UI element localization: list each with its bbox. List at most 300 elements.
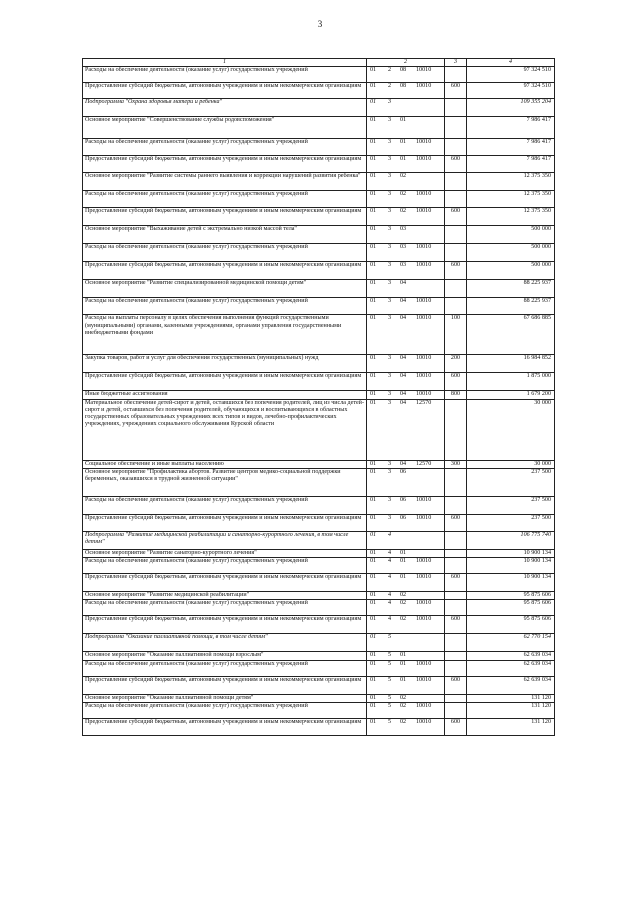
row-code	[367, 191, 445, 208]
row-expense-type: 600	[445, 514, 467, 531]
code-direction: 10010	[416, 355, 432, 362]
header-col-4: 4	[467, 59, 555, 67]
code-event: 01	[400, 156, 407, 163]
table-row	[83, 156, 555, 173]
code-subprogram: 4	[388, 600, 392, 607]
row-sum: 10 900 134	[467, 574, 555, 592]
code-program: 01	[370, 703, 377, 710]
table-row	[83, 531, 555, 549]
row-code	[367, 226, 445, 244]
code-direction: 10010	[416, 558, 432, 565]
code-subprogram: 3	[388, 298, 392, 305]
table-row	[83, 208, 555, 226]
code-event: 02	[400, 191, 407, 198]
code-program: 01	[370, 373, 377, 380]
code-event: 04	[400, 373, 407, 380]
table-row	[83, 373, 555, 391]
row-description: Расходы на обеспечение деятельности (оказание услуг) государственных учреждений	[83, 139, 367, 156]
row-sum: 237 500	[467, 514, 555, 531]
row-sum: 95 875 606	[467, 616, 555, 634]
table-row	[83, 496, 555, 514]
row-code	[367, 703, 445, 719]
row-expense-type	[445, 468, 467, 496]
row-sum: 97 324 510	[467, 67, 555, 83]
code-subprogram: 3	[388, 262, 392, 269]
row-expense-type: 800	[445, 391, 467, 399]
row-expense-type	[445, 139, 467, 156]
row-description: Основное мероприятие "Оказание паллиативной помощи взрослым"	[83, 652, 367, 660]
table-body	[83, 67, 555, 736]
row-code	[367, 391, 445, 399]
code-subprogram: 3	[388, 156, 392, 163]
code-program: 01	[370, 99, 377, 106]
table-row	[83, 600, 555, 616]
row-code	[367, 67, 445, 83]
table-row	[83, 592, 555, 600]
code-event: 01	[400, 574, 407, 581]
row-code	[367, 355, 445, 373]
code-event: 04	[400, 399, 407, 406]
code-direction: 10010	[416, 514, 432, 521]
row-description: Основное мероприятие "Выхаживание детей с экстремально низкой массой тела"	[83, 226, 367, 244]
row-sum: 88 225 937	[467, 280, 555, 298]
code-direction	[415, 117, 442, 124]
code-event: 04	[400, 280, 407, 287]
row-description: Расходы на обеспечение деятельности (оказание услуг) государственных учреждений	[83, 660, 367, 676]
row-code	[367, 173, 445, 191]
code-subprogram: 3	[388, 315, 392, 322]
row-sum: 97 324 510	[467, 83, 555, 99]
row-sum: 30 000	[467, 460, 555, 468]
row-sum: 7 986 417	[467, 117, 555, 139]
code-direction: 10010	[416, 496, 432, 503]
code-program: 01	[370, 460, 377, 467]
row-expense-type	[445, 298, 467, 315]
table-row	[83, 173, 555, 191]
code-subprogram: 4	[388, 574, 392, 581]
row-description: Основное мероприятие "Оказание паллиативной помощи детям"	[83, 694, 367, 702]
row-sum: 88 225 937	[467, 298, 555, 315]
table-header	[83, 59, 555, 67]
code-subprogram: 3	[388, 460, 392, 467]
row-description: Основное мероприятие "Развитие специализированной медицинской помощи детям"	[83, 280, 367, 298]
code-subprogram: 3	[388, 208, 392, 215]
table-row	[83, 558, 555, 574]
row-expense-type: 600	[445, 719, 467, 736]
row-code	[367, 496, 445, 514]
code-direction: 10010	[416, 600, 432, 607]
row-expense-type: 600	[445, 156, 467, 173]
budget-table	[82, 58, 555, 736]
row-sum: 131 120	[467, 719, 555, 736]
row-expense-type: 100	[445, 315, 467, 355]
row-code	[367, 156, 445, 173]
table-row	[83, 460, 555, 468]
row-description: Подпрограмма "Развитие медицинской реабилитации и санаторно-курортного лечения, в том числе детям"	[83, 531, 367, 549]
code-event: 02	[400, 703, 407, 710]
row-expense-type	[445, 549, 467, 557]
row-code	[367, 616, 445, 634]
code-event	[399, 532, 415, 539]
row-sum: 95 875 606	[467, 600, 555, 616]
code-direction: 10010	[416, 67, 432, 74]
code-program: 01	[370, 574, 377, 581]
row-sum: 12 375 350	[467, 191, 555, 208]
row-sum: 95 875 606	[467, 592, 555, 600]
code-program: 01	[370, 660, 377, 667]
table-row	[83, 226, 555, 244]
code-program: 01	[370, 355, 377, 362]
code-event: 03	[400, 244, 407, 251]
row-sum: 62 639 034	[467, 676, 555, 694]
table-row	[83, 67, 555, 83]
code-subprogram: 5	[388, 660, 392, 667]
code-event: 02	[400, 173, 407, 180]
code-event: 01	[400, 549, 407, 556]
code-subprogram: 5	[388, 719, 392, 726]
row-description: Предоставление субсидий бюджетным, автономным учреждениям и иным некоммерческим организациям	[83, 616, 367, 634]
row-expense-type: 600	[445, 574, 467, 592]
code-event: 03	[400, 226, 407, 233]
code-program: 01	[370, 676, 377, 683]
code-event: 02	[400, 719, 407, 726]
code-direction: 10010	[416, 298, 432, 305]
code-event: 04	[400, 315, 407, 322]
code-direction: 10010	[416, 719, 432, 726]
row-description: Материальное обеспечение детей-сирот и детей, оставшихся без попечения родителей, лиц из числа детей-сирот и детей, оставшихся без попечения родителей, обучающихся и воспитывающихся в областных государственных образовательных учреждениях всех типов и видов, лечебно-профилактических учреждениях, учреждениях социального обслуживания Курской области	[83, 399, 367, 460]
row-sum: 237 500	[467, 468, 555, 496]
table-row	[83, 616, 555, 634]
code-program: 01	[370, 67, 377, 74]
code-direction: 10010	[416, 156, 432, 163]
code-direction	[415, 652, 442, 659]
code-event: 01	[400, 660, 407, 667]
code-direction: 10010	[416, 262, 432, 269]
code-subprogram: 4	[388, 549, 392, 556]
row-expense-type	[445, 660, 467, 676]
table-row	[83, 280, 555, 298]
row-code	[367, 315, 445, 355]
row-sum: 7 986 417	[467, 139, 555, 156]
row-description: Предоставление субсидий бюджетным, автономным учреждениям и иным некоммерческим организациям	[83, 719, 367, 736]
code-program: 01	[370, 391, 377, 398]
code-subprogram: 4	[388, 558, 392, 565]
row-expense-type	[445, 652, 467, 660]
code-subprogram: 3	[388, 496, 392, 503]
code-event: 02	[400, 208, 407, 215]
code-program: 01	[370, 208, 377, 215]
code-event: 02	[400, 592, 407, 599]
code-subprogram: 3	[388, 373, 392, 380]
code-direction	[415, 634, 442, 641]
row-code	[367, 660, 445, 676]
code-subprogram: 5	[388, 694, 392, 701]
row-expense-type: 600	[445, 262, 467, 280]
code-program: 01	[370, 616, 377, 623]
row-expense-type	[445, 117, 467, 139]
row-code	[367, 373, 445, 391]
row-expense-type	[445, 592, 467, 600]
code-program: 01	[370, 139, 377, 146]
table-row	[83, 514, 555, 531]
code-subprogram: 5	[388, 703, 392, 710]
row-code	[367, 531, 445, 549]
code-subprogram: 3	[388, 280, 392, 287]
code-direction	[415, 532, 442, 539]
code-program: 01	[370, 117, 377, 124]
row-code	[367, 694, 445, 702]
row-description: Иные бюджетные ассигнования	[83, 391, 367, 399]
table-row	[83, 244, 555, 262]
code-event: 06	[400, 468, 407, 475]
row-description: Предоставление субсидий бюджетным, автономным учреждениям и иным некоммерческим организациям	[83, 574, 367, 592]
row-code	[367, 399, 445, 460]
row-description: Расходы на выплаты персоналу в целях обеспечения выполнения функций государственными (муниципальными) органами, казенными учреждениями, органами управления государственными внебюджетными фондами	[83, 315, 367, 355]
code-subprogram: 5	[388, 652, 392, 659]
row-code	[367, 600, 445, 616]
code-event	[399, 99, 415, 106]
code-direction: 12570	[416, 460, 432, 467]
row-expense-type	[445, 226, 467, 244]
table-row	[83, 634, 555, 652]
row-code	[367, 117, 445, 139]
code-event: 02	[400, 694, 407, 701]
code-program: 01	[370, 496, 377, 503]
code-event: 01	[400, 652, 407, 659]
row-description: Основное мероприятие "Совершенствование службы родовспоможения"	[83, 117, 367, 139]
row-code	[367, 558, 445, 574]
row-expense-type	[445, 173, 467, 191]
code-direction	[415, 592, 442, 599]
code-program: 01	[370, 156, 377, 163]
row-expense-type	[445, 531, 467, 549]
code-direction: 10010	[416, 83, 432, 90]
row-code	[367, 574, 445, 592]
code-subprogram: 3	[388, 391, 392, 398]
code-direction	[415, 173, 442, 180]
row-expense-type: 600	[445, 373, 467, 391]
code-direction	[415, 226, 442, 233]
row-sum: 10 900 134	[467, 549, 555, 557]
code-event: 08	[400, 83, 407, 90]
row-expense-type: 300	[445, 460, 467, 468]
code-direction: 10010	[416, 373, 432, 380]
table-row	[83, 652, 555, 660]
code-program: 01	[370, 83, 377, 90]
row-description: Подпрограмма "Охрана здоровья матери и ребенка"	[83, 99, 367, 117]
row-sum: 131 120	[467, 694, 555, 702]
row-description: Расходы на обеспечение деятельности (оказание услуг) государственных учреждений	[83, 244, 367, 262]
row-description: Предоставление субсидий бюджетным, автономным учреждениям и иным некоммерческим организациям	[83, 208, 367, 226]
code-program: 01	[370, 694, 377, 701]
row-sum: 1 875 000	[467, 373, 555, 391]
code-direction: 10010	[416, 616, 432, 623]
code-subprogram: 5	[388, 676, 392, 683]
code-program: 01	[370, 399, 377, 406]
row-code	[367, 139, 445, 156]
row-expense-type: 600	[445, 616, 467, 634]
code-program: 01	[370, 468, 377, 475]
table-row	[83, 468, 555, 496]
row-sum: 62 770 154	[467, 634, 555, 652]
row-sum: 500 000	[467, 226, 555, 244]
table-row	[83, 298, 555, 315]
code-program: 01	[370, 600, 377, 607]
code-event: 01	[400, 676, 407, 683]
code-event: 04	[400, 355, 407, 362]
code-subprogram: 2	[388, 83, 392, 90]
row-code	[367, 676, 445, 694]
code-event: 06	[400, 496, 407, 503]
code-subprogram: 3	[388, 117, 392, 124]
code-direction	[415, 99, 442, 106]
code-event: 03	[400, 262, 407, 269]
row-code	[367, 262, 445, 280]
row-description: Предоставление субсидий бюджетным, автономным учреждениям и иным некоммерческим организациям	[83, 373, 367, 391]
code-event	[399, 634, 415, 641]
row-code	[367, 634, 445, 652]
row-description: Расходы на обеспечение деятельности (оказание услуг) государственных учреждений	[83, 600, 367, 616]
code-program: 01	[370, 514, 377, 521]
row-expense-type	[445, 399, 467, 460]
table-row	[83, 83, 555, 99]
row-description: Расходы на обеспечение деятельности (оказание услуг) государственных учреждений	[83, 67, 367, 83]
code-subprogram: 3	[388, 191, 392, 198]
code-subprogram: 3	[388, 226, 392, 233]
code-subprogram: 3	[388, 244, 392, 251]
code-program: 01	[370, 652, 377, 659]
code-event: 06	[400, 514, 407, 521]
row-description: Закупка товаров, работ и услуг для обеспечения государственных (муниципальных) нужд	[83, 355, 367, 373]
row-sum: 16 984 852	[467, 355, 555, 373]
code-event: 01	[400, 558, 407, 565]
row-expense-type	[445, 634, 467, 652]
row-sum: 62 639 034	[467, 660, 555, 676]
row-code	[367, 468, 445, 496]
row-description: Подпрограмма "Оказание паллиативной помощи, в том числе детям"	[83, 634, 367, 652]
code-program: 01	[370, 719, 377, 726]
code-subprogram: 3	[388, 514, 392, 521]
code-direction: 10010	[416, 208, 432, 215]
row-code	[367, 549, 445, 557]
row-sum: 109 355 204	[467, 99, 555, 117]
table-row	[83, 676, 555, 694]
code-program: 01	[370, 298, 377, 305]
row-sum: 10 900 134	[467, 558, 555, 574]
code-event: 02	[400, 600, 407, 607]
table-row	[83, 574, 555, 592]
code-program: 01	[370, 592, 377, 599]
row-description: Социальное обеспечение и иные выплаты населению	[83, 460, 367, 468]
header-col-2: 2	[367, 59, 445, 67]
row-sum: 500 000	[467, 244, 555, 262]
row-description: Расходы на обеспечение деятельности (оказание услуг) государственных учреждений	[83, 298, 367, 315]
code-program: 01	[370, 226, 377, 233]
code-direction: 10010	[416, 191, 432, 198]
code-program: 01	[370, 549, 377, 556]
header-col-1: 1	[83, 59, 367, 67]
row-code	[367, 244, 445, 262]
row-sum: 12 375 350	[467, 208, 555, 226]
table-row	[83, 703, 555, 719]
code-direction: 10010	[416, 574, 432, 581]
row-expense-type: 600	[445, 208, 467, 226]
row-code	[367, 298, 445, 315]
row-sum: 7 986 417	[467, 156, 555, 173]
code-direction: 10010	[416, 703, 432, 710]
code-program: 01	[370, 280, 377, 287]
code-subprogram: 3	[388, 468, 392, 475]
code-subprogram: 2	[388, 67, 392, 74]
table-row	[83, 549, 555, 557]
row-sum: 237 500	[467, 496, 555, 514]
row-expense-type	[445, 244, 467, 262]
row-description: Предоставление субсидий бюджетным, автономным учреждениям и иным некоммерческим организациям	[83, 262, 367, 280]
code-subprogram: 5	[388, 634, 392, 641]
table-row	[83, 391, 555, 399]
code-program: 01	[370, 315, 377, 322]
row-sum: 67 686 885	[467, 315, 555, 355]
row-sum: 30 000	[467, 399, 555, 460]
table-row	[83, 694, 555, 702]
table-row	[83, 191, 555, 208]
code-subprogram: 4	[388, 592, 392, 599]
row-description: Предоставление субсидий бюджетным, автономным учреждениям и иным некоммерческим организациям	[83, 156, 367, 173]
row-code	[367, 280, 445, 298]
row-sum: 62 639 034	[467, 652, 555, 660]
code-direction: 10010	[416, 315, 432, 322]
code-subprogram: 3	[388, 399, 392, 406]
code-direction	[415, 469, 442, 476]
row-expense-type	[445, 600, 467, 616]
code-program: 01	[370, 531, 377, 538]
row-expense-type	[445, 694, 467, 702]
row-code	[367, 719, 445, 736]
row-description: Основное мероприятие "Развитие санаторно-курортного лечения"	[83, 549, 367, 557]
table-row	[83, 139, 555, 156]
row-code	[367, 83, 445, 99]
code-subprogram: 3	[388, 139, 392, 146]
table-row	[83, 262, 555, 280]
code-subprogram: 3	[388, 99, 392, 106]
code-direction	[415, 550, 442, 557]
row-code	[367, 99, 445, 117]
code-event: 02	[400, 616, 407, 623]
row-expense-type: 200	[445, 355, 467, 373]
code-subprogram: 3	[388, 173, 392, 180]
row-expense-type	[445, 280, 467, 298]
table-row	[83, 99, 555, 117]
code-direction: 10010	[416, 244, 432, 251]
row-expense-type	[445, 191, 467, 208]
table-row	[83, 117, 555, 139]
row-description: Расходы на обеспечение деятельности (оказание услуг) государственных учреждений	[83, 558, 367, 574]
code-event: 04	[400, 460, 407, 467]
code-event: 04	[400, 298, 407, 305]
row-code	[367, 652, 445, 660]
row-expense-type	[445, 99, 467, 117]
code-direction: 10010	[416, 139, 432, 146]
row-description: Расходы на обеспечение деятельности (оказание услуг) государственных учреждений	[83, 703, 367, 719]
code-event: 08	[400, 67, 407, 74]
code-direction	[415, 695, 442, 702]
row-sum: 500 000	[467, 262, 555, 280]
code-subprogram: 4	[388, 531, 392, 538]
code-program: 01	[370, 634, 377, 641]
table-row	[83, 660, 555, 676]
code-program: 01	[370, 191, 377, 198]
row-description: Предоставление субсидий бюджетным, автономным учреждениям и иным некоммерческим организациям	[83, 514, 367, 531]
